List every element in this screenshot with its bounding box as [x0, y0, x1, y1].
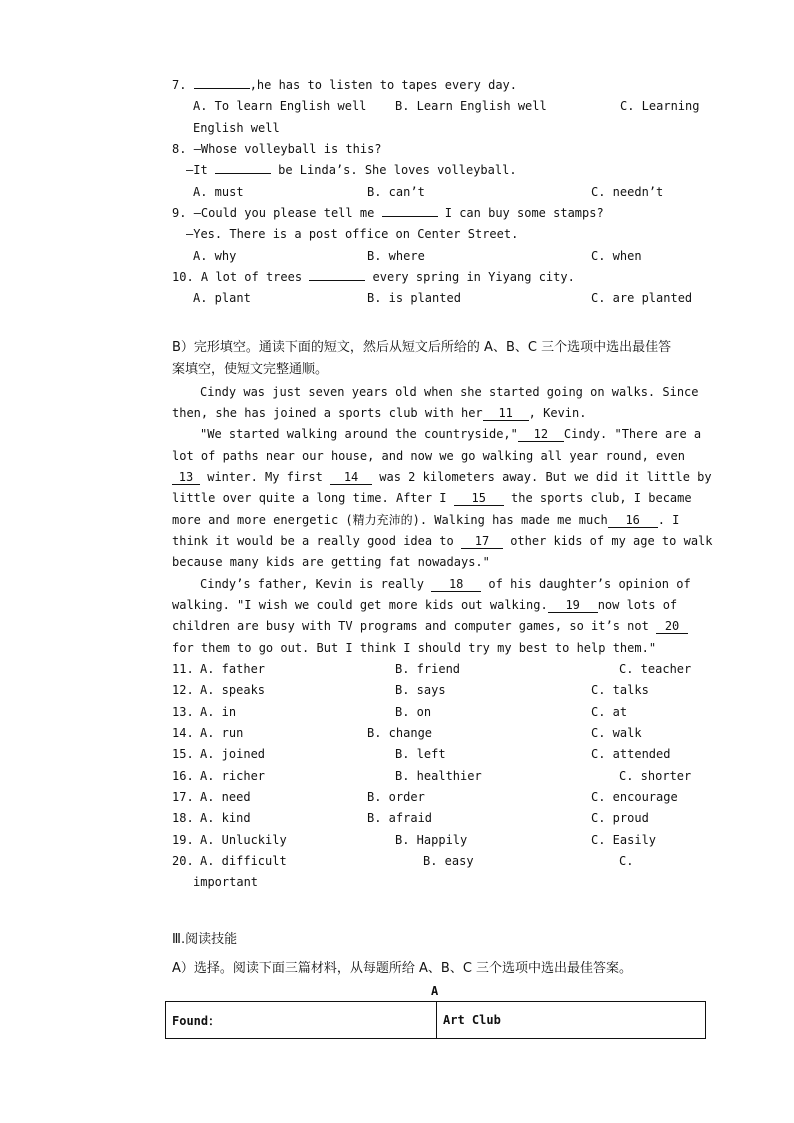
question-10: 10. A lot of trees every spring in Yiyang city. [172, 270, 575, 284]
option-a: A. plant [193, 291, 251, 305]
option-a: A. To learn English well [193, 99, 367, 113]
option-b: B. change [367, 726, 433, 740]
option-c: C. at [591, 705, 628, 719]
blank-17: 17 [461, 535, 503, 549]
passage-line: for them to go out. But I think I should try my best to help them." [172, 641, 657, 655]
blank-18: 18 [431, 578, 481, 592]
option-c: C. [619, 854, 634, 868]
option-c: C. are planted [591, 291, 693, 305]
blank-20: 20 [656, 620, 688, 634]
answer-blank [309, 280, 365, 281]
option-num: 11. [172, 662, 194, 676]
passage-label: A [431, 984, 439, 998]
passage-line: lot of paths near our house, and now we go walking all year round, even [172, 449, 685, 463]
option-c: C. encourage [591, 790, 678, 804]
option-c: C. Easily [591, 833, 657, 847]
blank-19: 19 [548, 599, 598, 613]
option-a: A. speaks [200, 683, 266, 697]
question-9: 9. —Could you please tell me I can buy some stamps? [172, 206, 604, 220]
question-8-line2: —It be Linda’s. She loves volleyball. [186, 163, 517, 177]
info-table [165, 1001, 706, 1039]
passage-line: "We started walking around the countryside," 12 Cindy. "There are a [200, 427, 702, 441]
option-b: B. says [395, 683, 446, 697]
option-b: B. afraid [367, 811, 433, 825]
option-b: B. can’t [367, 185, 425, 199]
cloze-heading: B）完形填空。通读下面的短文，然后从短文后所给的 A、B、C 三个选项中选出最佳答 [172, 340, 672, 355]
option-c: C. shorter [619, 769, 692, 783]
answer-blank [382, 216, 438, 217]
passage-line: children are busy with TV programs and computer games, so it’s not 20 [172, 618, 688, 634]
blank-14: 14 [330, 471, 372, 485]
option-num: 18. [172, 811, 194, 825]
blank-13: 13 [172, 471, 200, 485]
option-b: B. on [395, 705, 432, 719]
passage-line: Cindy was just seven years old when she started going on walks. Since [200, 385, 699, 399]
blank-16: 16 [608, 514, 658, 528]
table-cell-art-club: Art Club [437, 1002, 706, 1039]
option-num: 15. [172, 747, 194, 761]
option-a: A. richer [200, 769, 266, 783]
option-b: B. healthier [395, 769, 482, 783]
passage-line: Cindy’s father, Kevin is really 18 of his daughter’s opinion of [200, 577, 691, 591]
option-c: C. teacher [619, 662, 692, 676]
option-a: A. difficult [200, 854, 287, 868]
option-c: C. attended [591, 747, 671, 761]
option-num: 14. [172, 726, 194, 740]
option-b: B. where [367, 249, 425, 263]
option-a: A. in [200, 705, 237, 719]
passage-line: more and more energetic (精力充沛的). Walking has made me much 16 . I [172, 513, 680, 527]
passage-line: little over quite a long time. After I 15 the sports club, I became [172, 491, 692, 505]
option-c: C. needn’t [591, 185, 664, 199]
answer-blank [194, 88, 250, 89]
option-c: C. walk [591, 726, 642, 740]
option-a: A. must [193, 185, 244, 199]
option-num: 13. [172, 705, 194, 719]
option-c: C. proud [591, 811, 649, 825]
option-num: 16. [172, 769, 194, 783]
section-heading: Ⅲ.阅读技能 [172, 932, 238, 947]
option-b: B. left [395, 747, 446, 761]
option-b: B. order [367, 790, 425, 804]
blank-15: 15 [454, 492, 504, 506]
passage-line: think it would be a really good idea to 17 other kids of my age to walk [172, 534, 713, 548]
option-a: A. run [200, 726, 244, 740]
option-c-wrap: important [193, 875, 259, 889]
option-a: A. father [200, 662, 266, 676]
blank-11: 11 [483, 407, 529, 421]
passage-line: walking. "I wish we could get more kids out walking. 19 now lots of [172, 598, 678, 612]
option-b: B. easy [423, 854, 474, 868]
option-c-wrap: English well [193, 121, 280, 135]
option-c: C. Learning [620, 99, 700, 113]
question-9-line2: —Yes. There is a post office on Center Street. [186, 227, 519, 241]
option-b: B. is planted [367, 291, 461, 305]
question-7: 7. ,he has to listen to tapes every day. [172, 78, 517, 92]
option-a: A. why [193, 249, 237, 263]
passage-line: because many kids are getting fat nowadays." [172, 555, 490, 569]
option-b: B. Happily [395, 833, 468, 847]
table-cell-found: Found： [166, 1002, 437, 1039]
option-a: A. need [200, 790, 251, 804]
option-a: A. Unluckily [200, 833, 287, 847]
option-num: 17. [172, 790, 194, 804]
option-num: 12. [172, 683, 194, 697]
option-b: B. Learn English well [395, 99, 547, 113]
reading-instruction: A）选择。阅读下面三篇材料，从每题所给 A、B、C 三个选项中选出最佳答案。 [172, 961, 633, 976]
cloze-heading-2: 案填空，使短文完整通顺。 [172, 362, 329, 377]
option-c: C. talks [591, 683, 649, 697]
option-num: 19. [172, 833, 194, 847]
passage-line: 13 winter. My first 14 was 2 kilometers away. But we did it little by [172, 469, 712, 485]
passage-line: then, she has joined a sports club with her 11 , Kevin. [172, 406, 587, 420]
answer-blank [215, 173, 271, 174]
option-b: B. friend [395, 662, 461, 676]
option-c: C. when [591, 249, 642, 263]
blank-12: 12 [518, 428, 564, 442]
option-a: A. kind [200, 811, 251, 825]
question-8: 8. —Whose volleyball is this? [172, 142, 382, 156]
option-num: 20. [172, 854, 194, 868]
option-a: A. joined [200, 747, 266, 761]
